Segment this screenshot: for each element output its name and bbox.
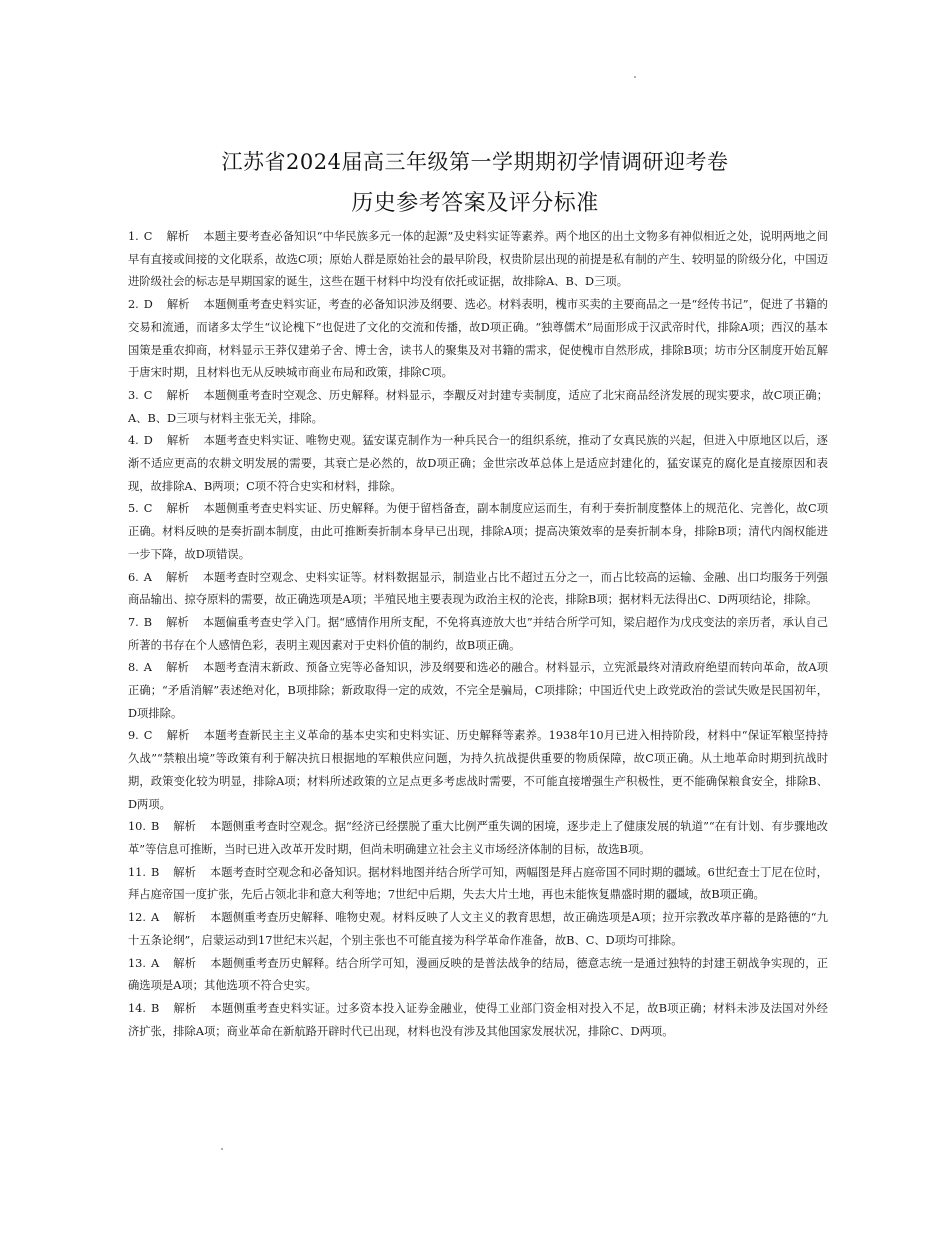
answer-item (128, 294, 828, 385)
analysis-text: 本题侧重考查史料实证，考查的必备知识涉及纲要、选必。材料表明，槐市买卖的主要商品之一是“经传书记”，促进了书籍的交易和流通，而诸多太学生“议论槐下”也促进了文化的交流和传播，故D项正确。“独尊儒术”局面形成于汉武帝时代，排除A项；西汉的基本国策是重农抑商，材料显示王莽仅建弟子舍、博士舍，读书人的聚集及对书籍的需求，促使槐市自然形成，排除B项；坊市分区制度开始瓦解于唐宋时期，且材料也无从反映城市商业布局和政策，排除C项。 (128, 298, 828, 380)
analysis-text: 本题侧重考查时空观念。据“经济已经摆脱了重大比例严重失调的困境，逐步走上了健康发展的轨道”“在有计划、有步骤地改革”等信息可推断，当时已进入改革开发时期，但尚未明确建立社会主义市场经济体制的目标，故选B项。 (128, 820, 828, 856)
analysis-label: 解析 (165, 570, 189, 584)
question-number: 9. (128, 729, 139, 743)
question-number: 7. (128, 615, 139, 629)
question-number: 12. (128, 911, 146, 925)
answer-choice: D (143, 298, 153, 312)
question-number: 10. (128, 820, 146, 834)
question-number: 13. (128, 956, 146, 970)
analysis-label: 解析 (173, 865, 196, 879)
answer-choice: A (150, 956, 160, 970)
answer-choice: A (143, 570, 152, 584)
analysis-label: 解析 (173, 911, 197, 925)
scan-speck (634, 76, 636, 78)
document-title: 江苏省2024届高三年级第一学期期初学情调研迎考卷 (221, 150, 729, 174)
question-number: 1. (128, 230, 139, 243)
answer-item (128, 430, 828, 498)
question-number: 6. (128, 570, 139, 584)
question-number: 8. (128, 661, 139, 675)
analysis-text: 本题侧重考查史料实证、历史解释。为便于留档备查，副本制度应运而生，有利于奏折制度整体上的规范化、完善化，故C项正确。材料反映的是奏折副本制度，由此可推断奏折制本身早已出现，排除A项；提高决策效率的是奏折制本身，排除B项；清代内阁权能进一步下降，故D项错误。 (128, 502, 828, 561)
answer-choice: B (143, 615, 153, 629)
analysis-text: 本题侧重考查历史解释、唯物史观。材料反映了人文主义的教育思想，故正确选项是A项；拉开宗教改革序幕的是路德的“九十五条论纲”，启蒙运动到17世纪末兴起，个别主张也不可能直接为科学革命作准备，故B、C、D项均可排除。 (128, 911, 828, 947)
analysis-label: 解析 (173, 956, 197, 970)
analysis-label: 解析 (173, 820, 196, 834)
answer-item (128, 612, 828, 657)
answer-choice: C (143, 388, 153, 402)
answer-item (128, 953, 828, 998)
question-number: 14. (128, 1001, 146, 1015)
analysis-text: 本题侧重考查时空观念、历史解释。材料显示，李觏反对封建专卖制度，适应了北宋商品经济发展的现实要求，故C项正确；A、B、D三项与材料主张无关，排除。 (128, 388, 828, 425)
analysis-text: 本题侧重考查史料实证。过多资本投入证券金融业，使得工业部门资金相对投入不足，故B项正确；材料未涉及法国对外经济扩张，排除A项；商业革命在新航路开辟时代已出现，材料也没有涉及其他国家发展状况，排除C、D两项。 (128, 1001, 828, 1038)
answer-choice: B (150, 820, 160, 834)
answer-item (128, 816, 828, 861)
answer-choice: B (150, 865, 160, 879)
answer-choice: D (143, 434, 153, 448)
answer-item (128, 907, 828, 952)
question-number: 11. (128, 865, 146, 879)
question-number: 2. (128, 298, 139, 312)
answer-list (128, 226, 828, 1043)
document-subtitle: 历史参考答案及评分标准 (351, 191, 599, 216)
answer-item (128, 498, 828, 566)
analysis-label: 解析 (166, 729, 190, 743)
answer-item (128, 226, 828, 294)
analysis-label: 解析 (173, 1001, 197, 1015)
analysis-text: 本题考查时空观念和必备知识。据材料地图并结合所学可知，两幅图是拜占庭帝国不同时期的疆域。6世纪查士丁尼在位时，拜占庭帝国一度扩张，先后占领北非和意大利等地；7世纪中后期，失去大片土地，再也未能恢复鼎盛时期的疆域，故B项正确。 (128, 865, 828, 902)
analysis-text: 本题考查清末新政、预备立宪等必备知识，涉及纲要和选必的融合。材料显示，立宪派最终对清政府绝望而转向革命，故A项正确；“矛盾消解”表述绝对化，B项排除；新政取得一定的成效，不完全是骗局，C项排除；中国近代史上政党政治的尝试失败是民国初年，D项排除。 (128, 661, 828, 720)
analysis-label: 解析 (166, 502, 190, 516)
question-number: 4. (128, 434, 139, 448)
answer-choice: C (143, 502, 153, 516)
analysis-label: 解析 (166, 615, 189, 629)
answer-item (128, 725, 828, 816)
analysis-label: 解析 (166, 388, 190, 402)
analysis-text: 本题主要考查必备知识“中华民族多元一体的起源”及史料实证等素养。两个地区的出土文物多有神似相近之处，说明两地之间早有直接或间接的文化联系，故选C项；原始人群是原始社会的最早阶段，权贵阶层出现的前提是私有制的产生、较明显的阶级分化，中国迈进阶级社会的标志是早期国家的诞生，这些在题干材料中均没有依托或证据，故排除A、B、D三项。 (128, 230, 828, 289)
analysis-text: 本题偏重考查史学入门。据“感情作用所支配，不免将真迹放大也”并结合所学可知，梁启超作为戊戌变法的亲历者，承认自己所著的书存在个人感情色彩，表明主观因素对于史料价值的制约，故B项正确。 (128, 615, 828, 652)
analysis-text: 本题考查新民主主义革命的基本史实和史料实证、历史解释等素养。1938年10月已进入相持阶段，材料中“保证军粮坚持持久战”“禁粮出境”等政策有利于解决抗日根据地的军粮供应问题，为持久抗战提供重要的物质保障，故C项正确。从土地革命时期到抗战时期，政策变化较为明显，排除A项；材料所述政策的立足点更多考虑战时需要，不可能直接增强生产积极性，更不能确保粮食安全，排除B、D两项。 (128, 729, 828, 811)
answer-choice: A (143, 661, 152, 675)
question-number: 3. (128, 388, 139, 402)
analysis-label: 解析 (166, 298, 190, 312)
answer-choice: B (150, 1001, 160, 1015)
answer-choice: C (143, 729, 153, 743)
answer-item (128, 385, 828, 430)
answer-choice: A (150, 911, 160, 925)
answer-choice: C (143, 230, 153, 243)
scan-speck (221, 1148, 223, 1150)
analysis-text: 本题考查史料实证、唯物史观。猛安谋克制作为一种兵民合一的组织系统，推动了女真民族的兴起，但进入中原地区以后，逐渐不适应更高的农耕文明发展的需要，其衰亡是必然的，故D项正确；金世宗改革总体上是适应封建化的，猛安谋克的腐化是直接原因和表现，故排除A、B两项；C项不符合史实和材料，排除。 (128, 434, 828, 493)
answer-item (128, 657, 828, 725)
answer-item (128, 567, 828, 612)
answer-item (128, 998, 828, 1043)
answer-item (128, 862, 828, 907)
question-number: 5. (128, 502, 139, 516)
analysis-label: 解析 (166, 434, 190, 448)
analysis-text: 本题侧重考查历史解释。结合所学可知，漫画反映的是普法战争的结局，德意志统一是通过独特的封建王朝战争实现的，正确选项是A项；其他选项不符合史实。 (128, 956, 828, 993)
analysis-label: 解析 (165, 661, 189, 675)
analysis-label: 解析 (166, 230, 190, 243)
analysis-text: 本题考查时空观念、史料实证等。材料数据显示，制造业占比不超过五分之一，而占比较高的运输、金融、出口均服务于列强商品输出、掠夺原料的需要，故正确选项是A项；半殖民地主要表现为政治主权的沦丧，排除B项；据材料无法得出C、D两项结论，排除。 (128, 570, 828, 607)
